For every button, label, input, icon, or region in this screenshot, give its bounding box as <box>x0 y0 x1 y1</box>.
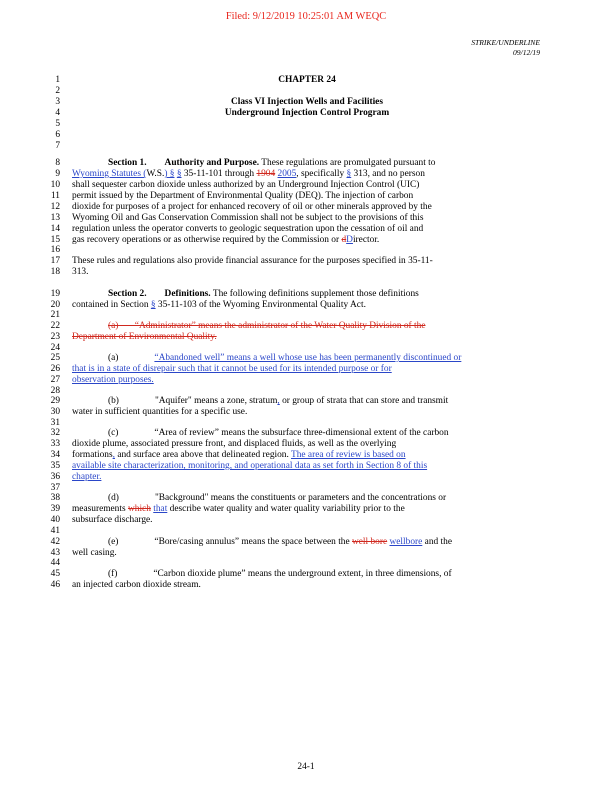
section1-line: shall sequester carbon dioxide unless authorized by an Underground Injection Control (UIC) <box>72 180 420 190</box>
line-number: 28 <box>50 386 60 396</box>
section1-line: regulation unless the operator converts to geologic sequestration upon the cessation of oil and <box>72 224 424 234</box>
line-number: 2 <box>55 86 60 96</box>
title-line-2: Underground Injection Control Program <box>224 108 390 118</box>
line-number: 21 <box>50 310 60 320</box>
line-number: 45 <box>50 569 60 579</box>
definition-area-of-review: dioxide plume, associated pressure front, and displaced fluids, as well as the overlying <box>72 439 397 449</box>
financial-assurance-line: 313. <box>72 267 89 277</box>
line-number: 17 <box>50 256 60 266</box>
line-number: 18 <box>50 267 60 277</box>
section1-title: Authority and Purpose. <box>164 158 260 168</box>
stamp-date: 09/12/19 <box>512 48 540 57</box>
line-number: 11 <box>50 191 60 201</box>
deleted-definition: Department of Environmental Quality. <box>72 332 217 342</box>
section2-number: Section 2. <box>108 289 147 299</box>
line-number: 26 <box>50 364 60 374</box>
definition-carbon-dioxide-plume: an injected carbon dioxide stream. <box>72 580 201 590</box>
definition-abandoned-well: (a) “Abandoned well” means a well whose use has been permanently discontinued or <box>108 353 462 363</box>
line-number: 44 <box>50 558 60 568</box>
line-number: 31 <box>50 418 60 428</box>
line-number: 30 <box>50 407 60 417</box>
section1-line: permit issued by the Department of Environmental Quality (DEQ). The injection of carbon <box>72 191 414 201</box>
definition-area-of-review: (c) “Area of review” means the subsurface three-dimensional extent of the carbon <box>108 428 449 438</box>
section1-line: Wyoming Oil and Gas Conservation Commission shall not be subject to the provisions of this <box>72 213 424 223</box>
financial-assurance-line: These rules and regulations also provide financial assurance for the purposes specified in 35-11- <box>72 256 433 266</box>
definition-carbon-dioxide-plume: (f) “Carbon dioxide plume” means the underground extent, in three dimensions, of <box>108 569 452 579</box>
line-number: 36 <box>50 472 60 482</box>
line-number: 4 <box>55 108 60 118</box>
line-number: 12 <box>50 202 60 212</box>
line-number: 15 <box>50 235 60 245</box>
definition-background: measurements which that describe water quality and water quality variability prior to the <box>72 504 405 514</box>
section1-line: Section 1. Authority and Purpose. These regulations are promulgated pursuant to <box>108 158 436 168</box>
line-number: 10 <box>50 180 60 190</box>
line-number: 35 <box>50 461 60 471</box>
section1-line: dioxide for purposes of a project for enhanced recovery of oil or other minerals approved by the <box>72 202 432 212</box>
line-number: 33 <box>50 439 60 449</box>
line-number: 8 <box>55 158 60 168</box>
line-number: 20 <box>50 300 60 310</box>
section1-line: Wyoming Statutes (W.S.) § § 35-11-101 through 1904 2005, specifically § 313, and no person <box>72 169 425 179</box>
line-number: 13 <box>50 213 60 223</box>
filed-stamp: Filed: 9/12/2019 10:25:01 AM WEQC <box>225 11 387 22</box>
definition-aquifer: water in sufficient quantities for a specific use. <box>72 407 248 417</box>
section2-line: Section 2. Definitions. The following definitions supplement those definitions <box>108 289 419 299</box>
definition-abandoned-well: observation purposes. <box>72 375 154 385</box>
line-number: 7 <box>55 141 60 151</box>
line-number: 43 <box>50 548 60 558</box>
deleted-definition: (a) “Administrator” means the administrator of the Water Quality Division of the <box>108 321 426 331</box>
section1-line: gas recovery operations or as otherwise required by the Commission or dDirector. <box>72 235 380 245</box>
line-number: 40 <box>50 515 60 525</box>
definition-bore-casing-annulus: well casing. <box>72 548 117 558</box>
definition-background: subsurface discharge. <box>72 515 153 525</box>
line-number: 37 <box>50 483 60 493</box>
definition-area-of-review: chapter. <box>72 472 102 482</box>
line-number: 38 <box>50 493 60 503</box>
line-number: 19 <box>50 289 60 299</box>
line-number: 3 <box>55 97 60 107</box>
section2-line: contained in Section § 35-11-103 of the Wyoming Environmental Quality Act. <box>72 300 366 310</box>
line-number: 22 <box>50 321 60 331</box>
line-number: 46 <box>50 580 60 590</box>
line-number: 41 <box>50 526 60 536</box>
definition-bore-casing-annulus: (e) “Bore/casing annulus” means the space between the well bore wellbore and the <box>108 537 452 547</box>
title-line-1: Class VI Injection Wells and Facilities <box>230 97 383 107</box>
line-number: 39 <box>50 504 60 514</box>
line-number: 29 <box>50 396 60 406</box>
section2-title: Definitions. <box>164 289 211 299</box>
line-number: 34 <box>50 450 60 460</box>
definition-area-of-review: available site characterization, monitoring, and operational data as set forth in Section 8 of this <box>72 461 428 471</box>
line-number: 27 <box>50 375 60 385</box>
line-number: 9 <box>55 169 60 179</box>
line-number: 25 <box>50 353 60 363</box>
line-number: 42 <box>50 537 60 547</box>
line-number: 32 <box>50 428 60 438</box>
line-number: 6 <box>55 130 60 140</box>
definition-aquifer: (b) "Aquifer" means a zone, stratum, or group of strata that can store and transmit <box>108 396 449 406</box>
line-number: 16 <box>50 245 60 255</box>
line-number: 23 <box>50 332 60 342</box>
line-number: 1 <box>55 75 60 85</box>
strike-underline-label: STRIKE/UNDERLINE <box>471 38 540 47</box>
line-number: 5 <box>55 119 60 129</box>
line-number: 24 <box>50 343 60 353</box>
line-number: 14 <box>50 224 60 234</box>
page-number: 24-1 <box>297 762 315 772</box>
definition-abandoned-well: that is in a state of disrepair such that it cannot be used for its intended purpose or for <box>72 364 392 374</box>
chapter-heading: CHAPTER 24 <box>278 75 336 85</box>
section1-number: Section 1. <box>108 158 147 168</box>
definition-area-of-review: formations, and surface area above that delineated region. The area of review is based on <box>72 450 406 460</box>
definition-background: (d) "Background" means the constituents or parameters and the concentrations or <box>108 493 447 503</box>
